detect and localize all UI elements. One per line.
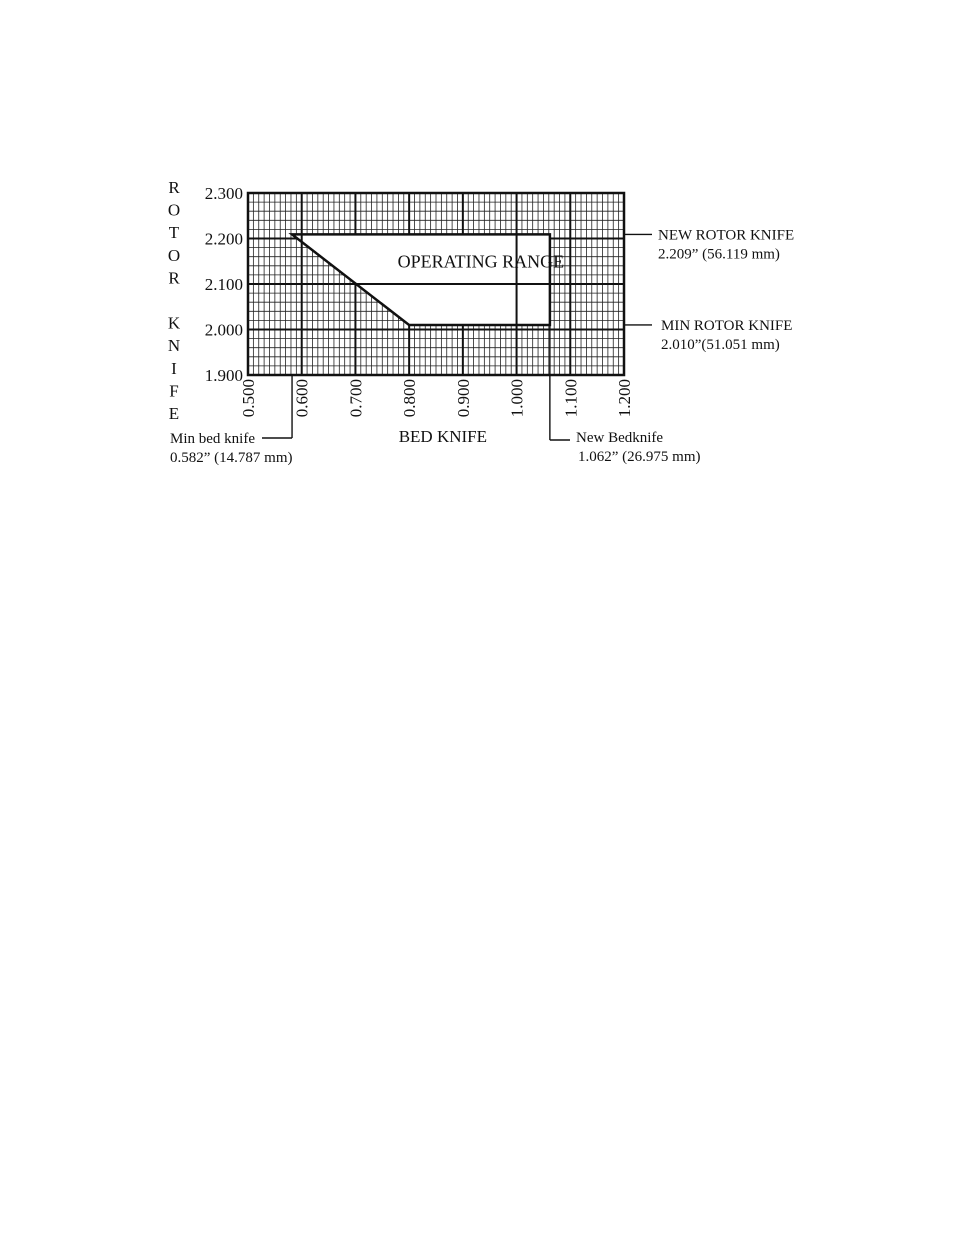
y-tick-label: 2.300 — [204, 184, 243, 203]
y-tick-label: 2.200 — [204, 229, 243, 249]
min-bed-knife-title: Min bed knife — [170, 431, 255, 447]
x-tick-label: 0.700 — [346, 379, 366, 418]
x-tick-label: 1.000 — [507, 379, 527, 418]
x-tick-label: 0.900 — [453, 379, 473, 418]
y-axis-label-char: K — [167, 313, 181, 333]
y-tick-label: 2.100 — [204, 275, 243, 294]
x-tick-label: 0.800 — [400, 379, 420, 418]
x-tick-label: 0.500 — [239, 379, 258, 418]
y-axis-label — [168, 178, 181, 423]
new-rotor-knife-title: NEW ROTOR KNIFE — [658, 227, 795, 244]
y-axis-label-char: N — [167, 336, 181, 356]
new-bedknife-title: New Bedknife — [576, 430, 664, 446]
x-tick-label: 1.200 — [615, 379, 634, 418]
y-axis-label-char: R — [168, 268, 180, 288]
x-axis-label: BED KNIFE — [398, 427, 488, 446]
y-axis-label-char: E — [168, 404, 180, 423]
y-axis-label-char: O — [167, 245, 181, 265]
min-rotor-knife-title: MIN ROTOR KNIFE — [661, 317, 793, 334]
y-axis-label-char: T — [168, 223, 180, 243]
operating-range-label: OPERATING RANGE — [397, 251, 565, 272]
x-tick-labels — [239, 379, 634, 417]
min-rotor-knife-value: 2.010”(51.051 mm) — [661, 336, 780, 353]
y-tick-label: 2.000 — [204, 320, 243, 340]
y-axis-label-char: I — [171, 358, 177, 378]
new-bedknife-value: 1.062” (26.975 mm) — [578, 449, 701, 465]
y-axis-label-char: O — [167, 200, 181, 220]
y-tick-labels — [205, 184, 243, 385]
y-axis-label-char: R — [168, 178, 180, 197]
min-bed-knife-value: 0.582” (14.787 mm) — [170, 450, 293, 466]
x-tick-label: 1.100 — [561, 379, 581, 418]
y-tick-label: 1.900 — [204, 366, 243, 385]
new-rotor-knife-value: 2.209” (56.119 mm) — [658, 246, 780, 263]
y-axis-label-char: F — [169, 381, 179, 401]
x-tick-label: 0.600 — [292, 379, 312, 418]
